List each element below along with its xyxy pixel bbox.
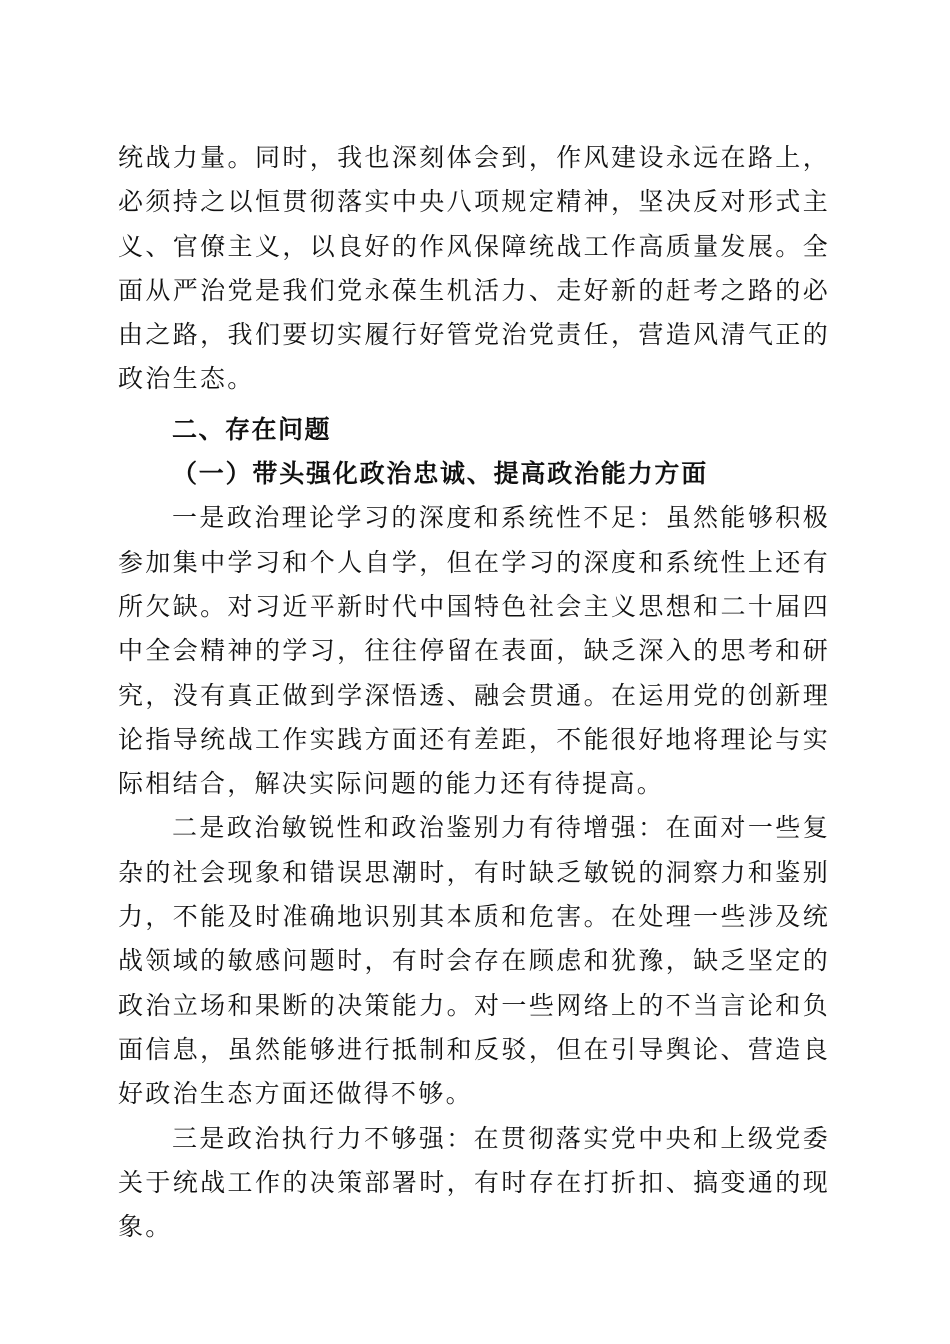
subsection-heading: （一）带头强化政治忠诚、提高政治能力方面 xyxy=(172,459,709,489)
body-paragraph-1: 一是政治理论学习的深度和系统性不足：虽然能够积极参加集中学习和个人自学，但在学习的深度和系统性上还有所欠缺。对习近平新时代中国特色社会主义思想和二十届四中全会精神的学习，往往停留在表面，缺乏深入的思考和研究，没有真正做到学深悟透、融会贯通。在运用党的创新理论指导统战工作实践方面还有差距，不能很好地将理论与实际相结合，解决实际问题的能力还有待提高。 xyxy=(118,503,830,799)
body-paragraph-3: 三是政治执行力不够强：在贯彻落实党中央和上级党委关于统战工作的决策部署时，有时存在打折扣、搞变通的现象。 xyxy=(118,1123,830,1242)
section-heading: 二、存在问题 xyxy=(172,414,332,444)
body-paragraph-continued: 统战力量。同时，我也深刻体会到，作风建设永远在路上，必须持之以恒贯彻落实中央八项规定精神，坚决反对形式主义、官僚主义，以良好的作风保障统战工作高质量发展。全面从严治党是我们党永葆生机活力、走好新的赶考之路的必由之路，我们要切实履行好管党治党责任，营造风清气正的政治生态。 xyxy=(118,143,830,394)
body-paragraph-2: 二是政治敏锐性和政治鉴别力有待增强：在面对一些复杂的社会现象和错误思潮时，有时缺乏敏锐的洞察力和鉴别力，不能及时准确地识别其本质和危害。在处理一些涉及统战领域的敏感问题时，有时会存在顾虑和犹豫，缺乏坚定的政治立场和果断的决策能力。对一些网络上的不当言论和负面信息，虽然能够进行抵制和反驳，但在引导舆论、营造良好政治生态方面还做得不够。 xyxy=(118,813,830,1109)
document-body xyxy=(118,136,830,1249)
